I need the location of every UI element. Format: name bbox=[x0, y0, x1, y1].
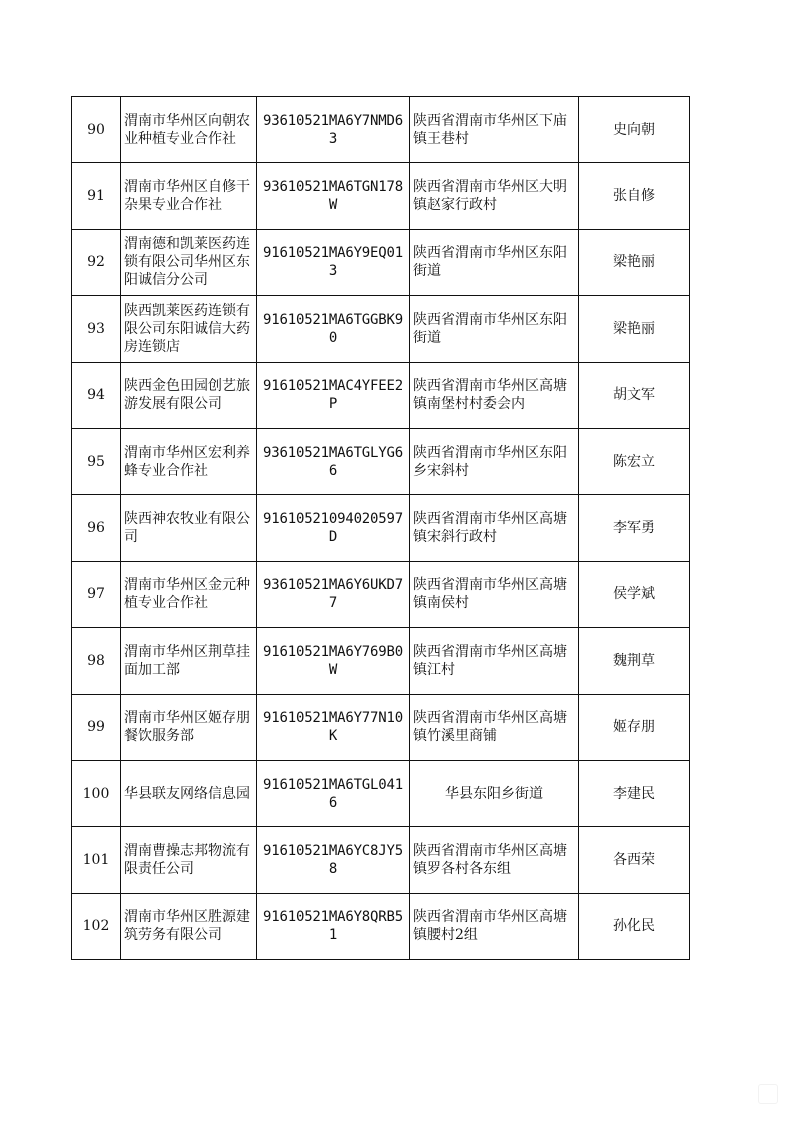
enterprise-name-cell: 渭南市华州区姬存朋餐饮服务部 bbox=[121, 694, 257, 760]
legal-representative-cell: 各西荣 bbox=[579, 827, 690, 893]
enterprise-name-cell: 华县联友网络信息园 bbox=[121, 760, 257, 826]
registered-address-cell: 陕西省渭南市华州区东阳街道 bbox=[410, 296, 579, 362]
table-row bbox=[72, 97, 690, 163]
enterprise-name-cell: 渭南市华州区金元种植专业合作社 bbox=[121, 561, 257, 627]
registered-address-cell: 陕西省渭南市华州区大明镇赵家行政村 bbox=[410, 163, 579, 229]
table-row bbox=[72, 827, 690, 893]
row-number-cell: 94 bbox=[72, 362, 121, 428]
credit-code-cell: 91610521MA6TGL0416 bbox=[257, 760, 410, 826]
registered-address-cell: 陕西省渭南市华州区高塘镇罗各村各东组 bbox=[410, 827, 579, 893]
enterprise-name-cell: 渭南市华州区自修干杂果专业合作社 bbox=[121, 163, 257, 229]
credit-code-cell: 93610521MA6TGN178W bbox=[257, 163, 410, 229]
credit-code-cell: 91610521094020597D bbox=[257, 495, 410, 561]
table-row bbox=[72, 428, 690, 494]
table-row bbox=[72, 163, 690, 229]
enterprise-name-cell: 渭南市华州区荆草挂面加工部 bbox=[121, 628, 257, 694]
legal-representative-cell: 陈宏立 bbox=[579, 428, 690, 494]
registered-address-cell: 华县东阳乡街道 bbox=[410, 760, 579, 826]
registered-address-cell: 陕西省渭南市华州区高塘镇腰村2组 bbox=[410, 893, 579, 959]
row-number-cell: 99 bbox=[72, 694, 121, 760]
row-number-cell: 92 bbox=[72, 229, 121, 295]
credit-code-cell: 93610521MA6TGLYG66 bbox=[257, 428, 410, 494]
enterprise-name-cell: 陕西神农牧业有限公司 bbox=[121, 495, 257, 561]
legal-representative-cell: 李建民 bbox=[579, 760, 690, 826]
legal-representative-cell: 梁艳丽 bbox=[579, 229, 690, 295]
registered-address-cell: 陕西省渭南市华州区高塘镇竹溪里商铺 bbox=[410, 694, 579, 760]
row-number-cell: 97 bbox=[72, 561, 121, 627]
registered-address-cell: 陕西省渭南市华州区高塘镇南堡村村委会内 bbox=[410, 362, 579, 428]
row-number-cell: 95 bbox=[72, 428, 121, 494]
legal-representative-cell: 张自修 bbox=[579, 163, 690, 229]
registered-address-cell: 陕西省渭南市华州区东阳乡宋斜村 bbox=[410, 428, 579, 494]
credit-code-cell: 91610521MAC4YFEE2P bbox=[257, 362, 410, 428]
legal-representative-cell: 魏荆草 bbox=[579, 628, 690, 694]
table-row bbox=[72, 628, 690, 694]
credit-code-cell: 93610521MA6Y6UKD77 bbox=[257, 561, 410, 627]
enterprise-name-cell: 渭南德和凯莱医药连锁有限公司华州区东阳诚信分公司 bbox=[121, 229, 257, 295]
credit-code-cell: 91610521MA6Y77N10K bbox=[257, 694, 410, 760]
legal-representative-cell: 孙化民 bbox=[579, 893, 690, 959]
legal-representative-cell: 姬存朋 bbox=[579, 694, 690, 760]
registry-table-body bbox=[72, 97, 690, 960]
credit-code-cell: 91610521MA6Y8QRB51 bbox=[257, 893, 410, 959]
credit-code-cell: 93610521MA6Y7NMD63 bbox=[257, 97, 410, 163]
row-number-cell: 102 bbox=[72, 893, 121, 959]
faint-corner-mark bbox=[758, 1084, 778, 1104]
registered-address-cell: 陕西省渭南市华州区东阳街道 bbox=[410, 229, 579, 295]
registered-address-cell: 陕西省渭南市华州区高塘镇江村 bbox=[410, 628, 579, 694]
legal-representative-cell: 侯学斌 bbox=[579, 561, 690, 627]
credit-code-cell: 91610521MA6Y769B0W bbox=[257, 628, 410, 694]
legal-representative-cell: 李军勇 bbox=[579, 495, 690, 561]
enterprise-name-cell: 陕西凯莱医药连锁有限公司东阳诚信大药房连锁店 bbox=[121, 296, 257, 362]
credit-code-cell: 91610521MA6YC8JY58 bbox=[257, 827, 410, 893]
legal-representative-cell: 胡文军 bbox=[579, 362, 690, 428]
table-row bbox=[72, 760, 690, 826]
table-row bbox=[72, 495, 690, 561]
row-number-cell: 101 bbox=[72, 827, 121, 893]
enterprise-name-cell: 渭南市华州区胜源建筑劳务有限公司 bbox=[121, 893, 257, 959]
table-row bbox=[72, 296, 690, 362]
table-row bbox=[72, 229, 690, 295]
row-number-cell: 96 bbox=[72, 495, 121, 561]
row-number-cell: 91 bbox=[72, 163, 121, 229]
row-number-cell: 100 bbox=[72, 760, 121, 826]
row-number-cell: 90 bbox=[72, 97, 121, 163]
table-row bbox=[72, 362, 690, 428]
table-row bbox=[72, 561, 690, 627]
credit-code-cell: 91610521MA6Y9EQ013 bbox=[257, 229, 410, 295]
enterprise-name-cell: 渭南曹操志邦物流有限责任公司 bbox=[121, 827, 257, 893]
row-number-cell: 93 bbox=[72, 296, 121, 362]
registered-address-cell: 陕西省渭南市华州区高塘镇南侯村 bbox=[410, 561, 579, 627]
enterprise-name-cell: 渭南市华州区向朝农业种植专业合作社 bbox=[121, 97, 257, 163]
table-row bbox=[72, 893, 690, 959]
enterprise-registry-table bbox=[71, 96, 690, 960]
registered-address-cell: 陕西省渭南市华州区下庙镇王巷村 bbox=[410, 97, 579, 163]
legal-representative-cell: 梁艳丽 bbox=[579, 296, 690, 362]
legal-representative-cell: 史向朝 bbox=[579, 97, 690, 163]
table-row bbox=[72, 694, 690, 760]
enterprise-name-cell: 渭南市华州区宏利养蜂专业合作社 bbox=[121, 428, 257, 494]
registered-address-cell: 陕西省渭南市华州区高塘镇宋斜行政村 bbox=[410, 495, 579, 561]
credit-code-cell: 91610521MA6TGGBK90 bbox=[257, 296, 410, 362]
enterprise-name-cell: 陕西金色田园创艺旅游发展有限公司 bbox=[121, 362, 257, 428]
row-number-cell: 98 bbox=[72, 628, 121, 694]
